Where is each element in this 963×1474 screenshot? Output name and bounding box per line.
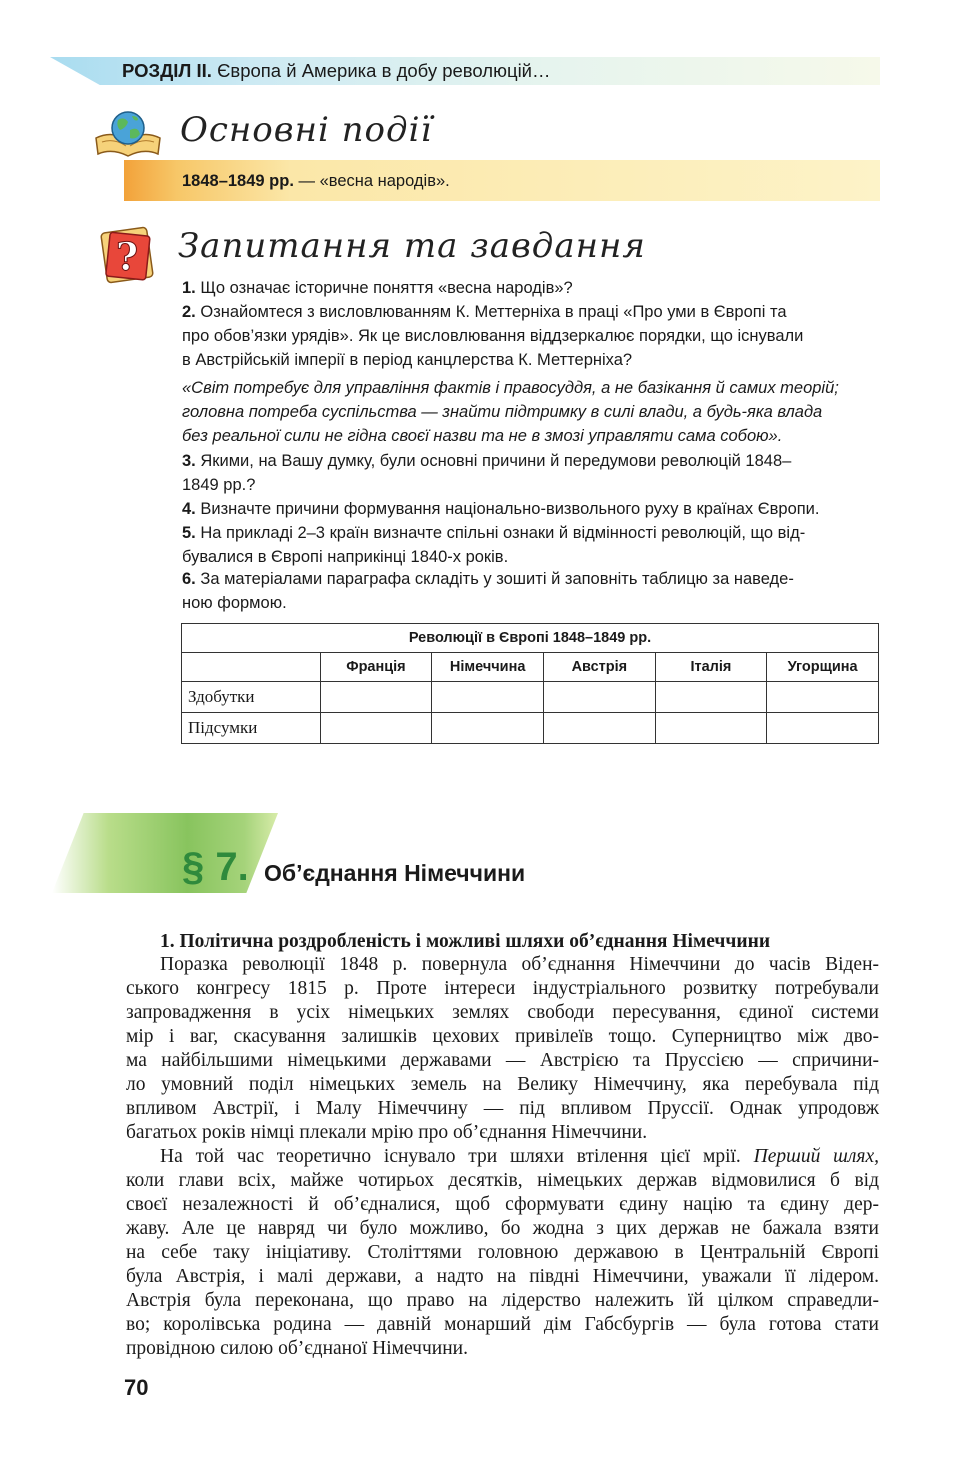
paragraph-title: Об’єднання Німеччини [264, 860, 526, 886]
table-cell [432, 713, 544, 744]
table-cell [544, 713, 656, 744]
question-mark-icon [96, 224, 158, 286]
body-line: На той час теоретично існувало три шляхи втілення цієї мрії. Перший шлях, [160, 1146, 880, 1167]
column-header: Італія [655, 653, 767, 682]
event-description: — «весна народів». [293, 172, 450, 190]
questions-heading: Запитання та завдання [178, 226, 646, 266]
body-line: своєї незалежності й об’єдналися, щоб сформувати єдину націю та єдину дер- [126, 1194, 879, 1215]
table-title: Революції в Європі 1848–1849 рр. [182, 624, 879, 653]
body-line: ло умовний поділ німецьких земель на Велику Німеччину, яка перебувала під [126, 1074, 879, 1095]
revolutions-table [181, 623, 879, 744]
column-header: Угорщина [767, 653, 879, 682]
section-title: Європа й Америка в добу революцій… [217, 60, 551, 81]
table-cell [320, 682, 432, 713]
emphasis: Перший шлях, [753, 1146, 880, 1167]
page-number: 70 [124, 1375, 149, 1400]
globe-book-icon [92, 108, 164, 160]
table-cell [320, 713, 432, 744]
table-cell [655, 713, 767, 744]
body-line: коли глави всіх, майже чотирьох десятків, німецьких держав відмовилися б від [126, 1170, 879, 1191]
metternich-quote: «Світ потребує для управління фактів і правосуддя, а не базікання й самих теорій; головна потреба суспільства — знайти підтримку в силі влади, а будь-яка влада без реальної сили не гідна своєї назви та не в змозі управляти сама собою». [182, 379, 839, 445]
body-line: запровадження в усіх німецьких землях свободи пересування, єдиної системи [126, 1002, 879, 1023]
paragraph-number: § 7. [182, 845, 249, 889]
row-label: Здобутки [182, 682, 321, 713]
body-line: ма найбільшими німецькими державами — Австрією та Пруссією — спричини- [126, 1050, 879, 1071]
question-2: 2. Ознайомтеся з висловлюванням К. Меттерніха в праці «Про уми в Європі та про обов’язки урядів». Як це висловлювання віддзеркалює порядки, що існували в Австрійській імперії в період канцлерства К. Меттерніха? [182, 303, 804, 369]
table-cell [767, 682, 879, 713]
running-header [122, 60, 551, 82]
row-label: Підсумки [182, 713, 321, 744]
column-header: Австрія [544, 653, 656, 682]
body-line: мір і ваг, скасування залишків цехових привілеїв тощо. Суперництво між дво- [126, 1026, 879, 1047]
body-line: Австрія була переконана, що право на лідерство належить їй цілком справедли- [126, 1290, 879, 1311]
svg-text:?: ? [115, 234, 139, 279]
question-5: 5. На прикладі 2–3 країн визначте спільні ознаки й відмінності революцій, що від- бувалися в Європі наприкінці 1840-х років. [182, 524, 806, 566]
table-row [182, 682, 879, 713]
body-line: була Австрія, і малі держави, а надто на півдні Німеччини, уважали її лідером. [126, 1266, 879, 1287]
body-line: на себе таку ініціативу. Століттями головною державою в Центральній Європі [126, 1242, 879, 1263]
question-1: 1. Що означає історичне поняття «весна народів»? [182, 279, 573, 297]
body-line: впливом Австрії, і Малу Німеччину — під впливом Пруссії. Однак упродовж [126, 1098, 879, 1119]
column-header: Франція [320, 653, 432, 682]
table-row [182, 713, 879, 744]
table-cell [655, 682, 767, 713]
body-line: багатьох років німці плекали мрію про об’єднання Німеччини. [126, 1122, 648, 1143]
question-3: 3. Якими, на Вашу думку, були основні причини й передумови революцій 1848– 1849 рр.? [182, 452, 792, 494]
events-heading: Основні події [180, 110, 433, 150]
section-label: РОЗДІЛ II. [122, 60, 212, 81]
body-line: провідною силою об’єднаної Німеччини. [126, 1338, 468, 1359]
body-line: ського конгресу 1815 р. Проте інтереси індустріального розвитку потребували [126, 978, 879, 999]
table-cell [767, 713, 879, 744]
table-cell [544, 682, 656, 713]
body-line: во; королівська родина — давній монарший дім Габсбургів — була готова стати [126, 1314, 879, 1335]
column-header: Німеччина [432, 653, 544, 682]
table-cell [432, 682, 544, 713]
event-date: 1848–1849 рр. [182, 172, 294, 190]
subsection-heading: 1. Політична роздробленість і можливі шляхи об’єднання Німеччини [160, 931, 771, 952]
body-line: жаву. Але це навряд чи було можливо, бо жодна з цих держав не бажала взяти [126, 1218, 879, 1239]
question-6: 6. За матеріалами параграфа складіть у зошиті й заповніть таблицю за наведе- ною формою. [182, 570, 794, 612]
body-line: Поразка революції 1848 р. повернула об’єднання Німеччини до часів Віден- [160, 954, 879, 975]
event-entry [182, 170, 450, 192]
table-corner-cell [182, 653, 321, 682]
question-4: 4. Визначте причини формування національно-визвольного руху в країнах Європи. [182, 500, 820, 518]
